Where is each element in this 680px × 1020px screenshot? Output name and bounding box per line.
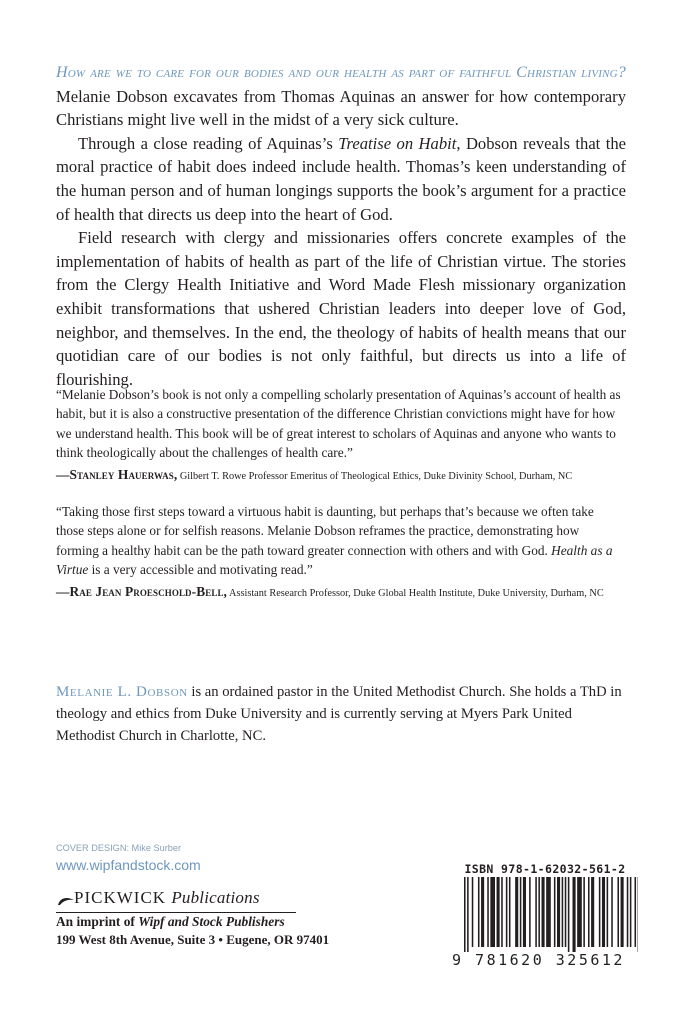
blurb-p2-after: , Dobson reveals that the moral practice of habit does indeed include health. Thomas’s keen understanding of the human person and of human longings supports the book’s argument for a practice of health that directs us deep into the heart of God. bbox=[56, 133, 626, 224]
endorser-name: —Rae Jean Proeschold-Bell, bbox=[56, 583, 227, 599]
cover-design-credit: COVER DESIGN: Mike Surber bbox=[56, 843, 182, 853]
publisher-name-main: PICKWICK bbox=[74, 888, 167, 907]
pickwick-logo-icon bbox=[57, 896, 75, 906]
endorser-name: —Stanley Hauerwas, bbox=[56, 466, 178, 482]
blurb-lead-question: How are we to care for our bodies and our health as part of faithful Christian living? bbox=[56, 64, 626, 81]
endorsement-2-quote-before: “Taking those first steps toward a virtuous habit is daunting, but perhaps that’s because we often take those steps alone or for selfish reasons. Melanie Dobson reframes the practice, demonstrating how forming a healthy habit can be the path toward greater connection with others and with God. bbox=[56, 504, 594, 558]
endorser-role: Gilbert T. Rowe Professor Emeritus of Theological Ethics, Duke Divinity School, Durham, NC bbox=[177, 470, 573, 482]
blurb-p2-before: Through a close reading of Aquinas’s bbox=[78, 133, 339, 153]
book-title: Health as a Virtue bbox=[56, 542, 613, 578]
blurb-paragraph-3: Field research with clergy and missionaries offers concrete examples of the implementation of habits of health as part of the life of Christian virtue. The stories from the Clergy Health Initiative and Word Made Flesh missionary organization exhibit transformations that ushered Christian leaders into deeper love of God, neighbor, and themselves. In the end, the theology of habits of health means that our quotidian care of our bodies is not only faithful, but directs us into a life of flourishing. bbox=[56, 228, 626, 389]
author-bio bbox=[56, 681, 626, 748]
publisher-divider bbox=[56, 912, 296, 913]
treatise-title: Treatise on Habit bbox=[338, 133, 457, 153]
endorsement-1-attribution bbox=[56, 465, 622, 486]
author-name: Melanie L. Dobson bbox=[56, 684, 188, 700]
publisher-name-italic: Publications bbox=[171, 888, 260, 907]
author-bio-text: is an ordained pastor in the United Methodist Church. She holds a ThD in theology and ethics from Duke University and is currently serving at Myers Park United Methodist Church in Charlotte, NC. bbox=[56, 684, 622, 745]
publisher-address: 199 West 8th Avenue, Suite 3 • Eugene, OR 97401 bbox=[56, 932, 330, 947]
imprint-prefix: An imprint of bbox=[56, 914, 139, 929]
blurb-paragraph-1 bbox=[56, 60, 626, 132]
endorsement-2-quote bbox=[56, 502, 622, 580]
imprint-parent: Wipf and Stock Publishers bbox=[138, 914, 285, 929]
blurb-paragraph-2 bbox=[56, 132, 626, 226]
blurb-p1-text: Melanie Dobson excavates from Thomas Aquinas an answer for how contemporary Christians might live well in the midst of a very sick culture. bbox=[56, 86, 626, 130]
barcode-icon bbox=[452, 877, 638, 952]
publisher-imprint bbox=[56, 914, 285, 930]
barcode-digits: 9 781620 325612 bbox=[452, 951, 625, 969]
publisher-name bbox=[74, 888, 260, 908]
isbn-label: ISBN 978-1-62032-561-2 bbox=[464, 862, 626, 876]
isbn-barcode bbox=[452, 862, 638, 974]
endorsement-2-quote-after: is a very accessible and motivating read.” bbox=[88, 562, 313, 578]
endorsement-1-quote: “Melanie Dobson’s book is not only a compelling scholarly presentation of Aquinas’s account of health as habit, but it is also a constructive presentation of the difference Christian convictions might have for how we understand health. This book will be of great interest to scholars of Aquinas and anyone who wants to think theologically about the challenges of health care.” bbox=[56, 387, 621, 461]
endorser-role: Assistant Research Professor, Duke Global Health Institute, Duke University, Durham, NC bbox=[227, 587, 604, 599]
publisher-website: www.wipfandstock.com bbox=[56, 857, 201, 873]
endorsements bbox=[56, 385, 622, 603]
back-cover-blurb bbox=[56, 60, 626, 391]
endorsement-2-attribution bbox=[56, 582, 622, 603]
